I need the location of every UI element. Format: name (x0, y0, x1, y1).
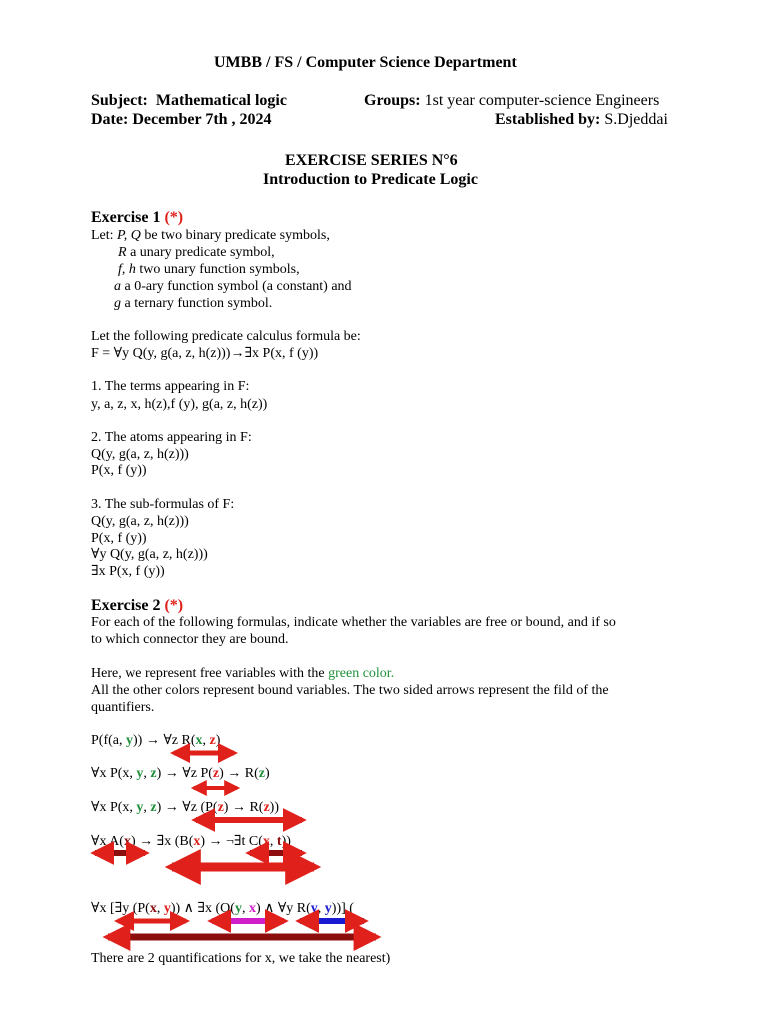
date-line: Date: December 7th , 2024 (91, 111, 272, 128)
subject-value: Mathematical logic (155, 92, 287, 109)
r-text: a unary predicate symbol, (126, 245, 275, 260)
q1-label: 1. The terms appearing in F: (91, 379, 250, 394)
q3-answer-2: P(x, f (y)) (91, 531, 147, 546)
department-title: UMBB / FS / Computer Science Department (214, 54, 517, 71)
q2-answer-1: Q(y, g(a, z, h(z))) (91, 447, 189, 462)
fh-text: two unary function symbols, (135, 262, 300, 277)
formula-5: ∀x [∃y (P(x, y)) ∧ ∃x (Q(y, x) ∧ ∀y R(y, y))] ( (91, 901, 354, 916)
q3-answer-1: Q(y, g(a, z, h(z))) (91, 514, 189, 529)
free-note-prefix: Here, we represent free variables with the (91, 666, 329, 681)
q3-answer-4: ∃x P(x, f (y)) (91, 564, 165, 579)
formula-4: ∀x A(x) → ∃x (B(x) → ¬∃t C(x, t)) (91, 834, 291, 849)
q2-label: 2. The atoms appearing in F: (91, 430, 252, 445)
series-subtitle: Introduction to Predicate Logic (263, 171, 478, 188)
subject-label: Subject: (91, 92, 148, 109)
formula-3: ∀x P(x, y, z) → ∀z (P(z) → R(z)) (91, 800, 279, 815)
q3-label: 3. The sub-formulas of F: (91, 497, 235, 512)
ex2-instruction-line1: For each of the following formulas, indicate whether the variables are free or bound, and if so (91, 615, 616, 630)
let-prefix: Let: (91, 228, 118, 243)
formula-2: ∀x P(x, y, z) → ∀z P(z) → R(z) (91, 766, 270, 781)
g-text: a ternary function symbol. (121, 296, 273, 311)
ex2-bound-note-line2: quantifiers. (91, 700, 155, 715)
a-text: a 0-ary function symbol (a constant) and (121, 279, 352, 294)
series-title: EXERCISE SERIES N°6 (285, 152, 458, 169)
exercise1-star: (*) (164, 209, 184, 226)
fh-sym: f, h (118, 262, 136, 277)
let-text: be two binary predicate symbols, (140, 228, 330, 243)
r-sym: R (118, 245, 127, 260)
formula-1: P(f(a, y)) → ∀z R(x, z) (91, 733, 221, 748)
q1-answer: y, a, z, x, h(z),f (y), g(a, z, h(z)) (91, 397, 268, 412)
let-syms: P, Q (117, 228, 141, 243)
formula-intro: Let the following predicate calculus formula be: (91, 329, 361, 344)
exercise2-star: (*) (164, 597, 184, 614)
exercise1-title: Exercise 1 (91, 209, 161, 226)
q3-answer-3: ∀y Q(y, g(a, z, h(z))) (91, 547, 208, 562)
ex2-final-note: There are 2 quantifications for x, we take the nearest) (91, 951, 391, 966)
groups-label: Groups: (364, 92, 421, 109)
q2-answer-2: P(x, f (y)) (91, 463, 147, 478)
a-sym: a (114, 279, 121, 294)
exercise2-title: Exercise 2 (91, 597, 161, 614)
established-value: S.Djeddai (604, 111, 668, 128)
established-label: Established by: (495, 111, 601, 128)
ex2-instruction-line2: to which connector they are bound. (91, 632, 289, 647)
groups-value: 1st year computer-science Engineers (424, 92, 660, 109)
g-sym: g (114, 296, 121, 311)
free-note-green: green color. (328, 666, 395, 681)
ex2-bound-note-line1: All the other colors represent bound variables. The two sided arrows represent the fild of the (91, 683, 609, 698)
formula-f: F = ∀y Q(y, g(a, z, h(z)))→∃x P(x, f (y)) (91, 346, 319, 361)
